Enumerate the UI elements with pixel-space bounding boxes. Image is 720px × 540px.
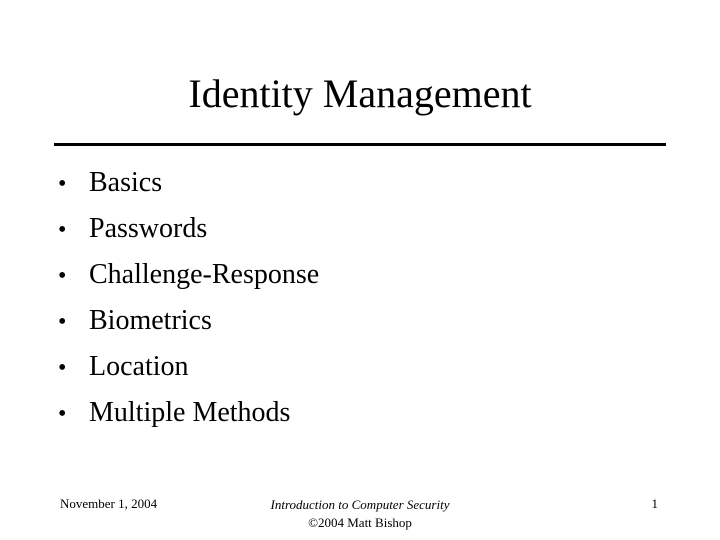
footer-date: November 1, 2004: [60, 496, 158, 511]
bullet-dot-icon: •: [58, 309, 67, 335]
bullet-text: Passwords: [89, 213, 208, 244]
bullet-item: [58, 298, 319, 344]
footer-copyright: ©2004 Matt Bishop: [308, 515, 412, 530]
bullet-item: [58, 390, 319, 436]
bullet-item: [58, 160, 319, 206]
bullet-dot-icon: •: [58, 355, 67, 381]
bullet-dot-icon: •: [58, 401, 67, 427]
bullet-text: Multiple Methods: [89, 397, 291, 428]
bullet-item: [58, 252, 319, 298]
bullet-dot-icon: •: [58, 171, 67, 197]
bullet-text: Basics: [89, 167, 163, 198]
title-divider: [54, 143, 666, 146]
slide-title: Identity Management: [188, 71, 532, 116]
bullet-text: Biometrics: [89, 305, 212, 336]
bullet-list: [58, 160, 319, 436]
bullet-item: [58, 206, 319, 252]
bullet-dot-icon: •: [58, 263, 67, 289]
bullet-text: Location: [89, 351, 189, 382]
bullet-dot-icon: •: [58, 217, 67, 243]
bullet-text: Challenge-Response: [89, 259, 320, 290]
footer-course-title: Introduction to Computer Security: [270, 497, 450, 512]
page-number: 1: [651, 496, 658, 511]
footer-center: [210, 496, 510, 532]
bullet-item: [58, 344, 319, 390]
